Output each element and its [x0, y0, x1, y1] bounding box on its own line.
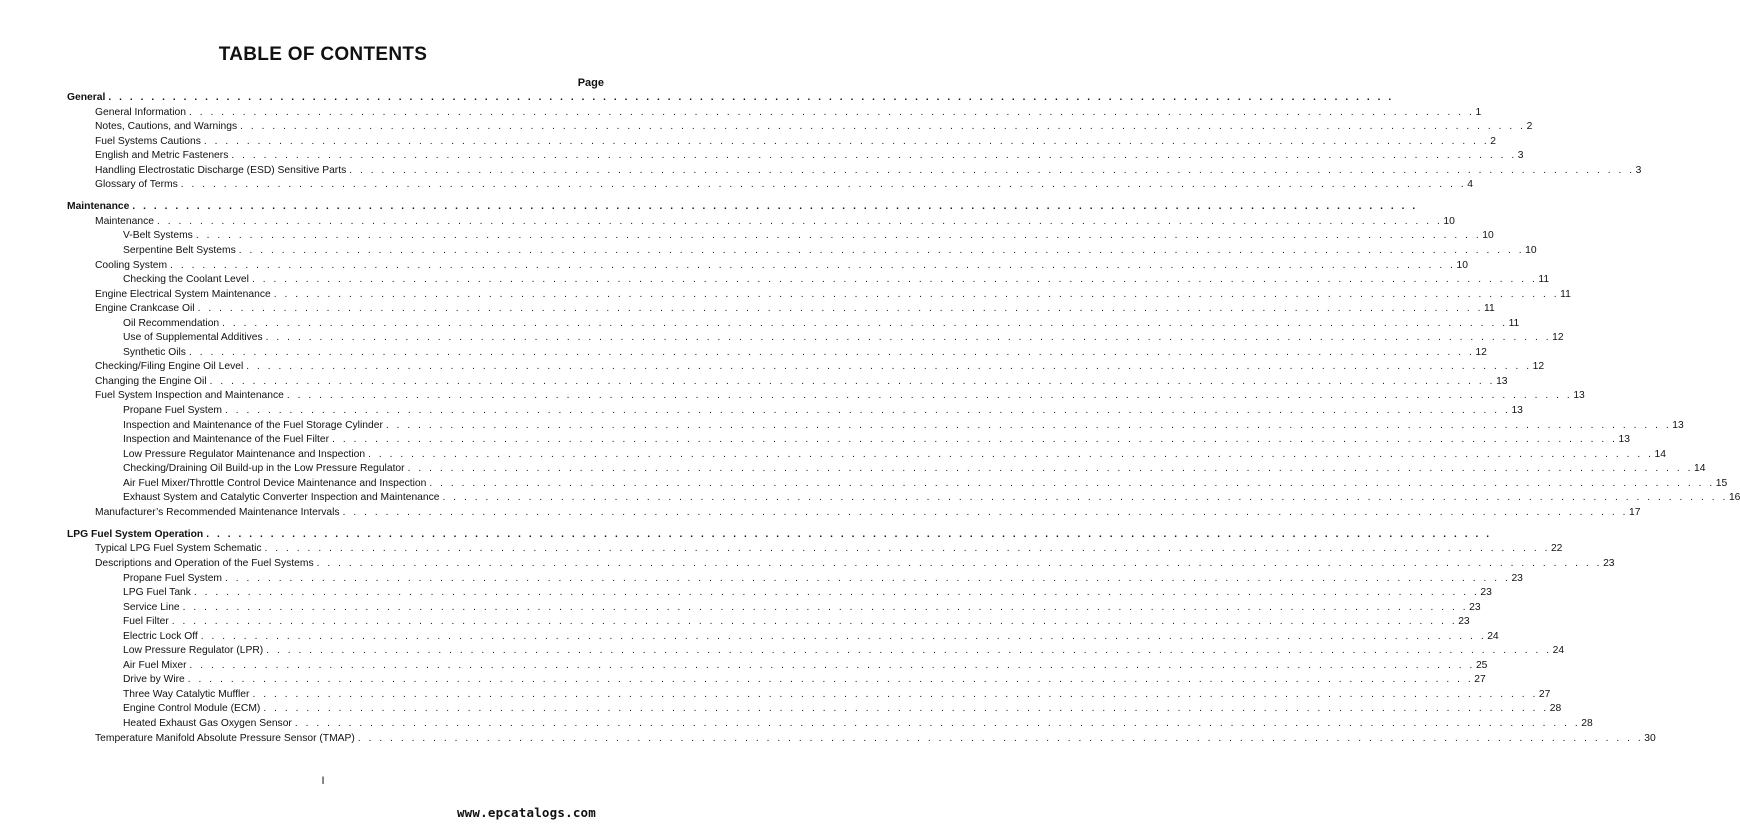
dot-leader: . . . . . . . . . . . . . . . . . . . . . . . . . . . . . . . . . . . . . . . . . . . . . . . . . . . . . . . . . . . . . . . . . . . . . . . . . . . . . . . . . . . . . . . . . . . . . . . . . . . . . . . . . . . . . . . . . . . . . . . .	[442, 492, 1728, 504]
toc-entry-label: Exhaust System and Catalytic Converter Inspection and Maintenance	[123, 492, 440, 504]
toc-entry-page-number: 23	[1480, 587, 1492, 599]
toc-entry-label: Checking/Filing Engine Oil Level	[95, 361, 244, 373]
toc-entry[interactable]	[67, 229, 1494, 244]
dot-leader: . . . . . . . . . . . . . . . . . . . . . . . . . . . . . . . . . . . . . . . . . . . . . . . . . . . . . . . . . . . . . . . . . . . . . . . . . . . . . . . . . . . . . . . . . . . . . . . . . . . . . . . . . . . . . . . . . . . . . . . .	[225, 572, 1511, 584]
toc-entry-label: General Information	[95, 106, 187, 118]
dot-leader: . . . . . . . . . . . . . . . . . . . . . . . . . . . . . . . . . . . . . . . . . . . . . . . . . . . . . . . . . . . . . . . . . . . . . . . . . . . . . . . . . . . . . . . . . . . . . . . . . . . . . . . . . . . . . . . . . . . . . . . .	[231, 150, 1517, 162]
toc-entry-page-number: 25	[1475, 659, 1488, 671]
toc-entry[interactable]	[67, 673, 1486, 688]
dot-leader: . . . . . . . . . . . . . . . . . . . . . . . . . . . . . . . . . . . . . . . . . . . . . . . . . . . . . . . . . . . . . . . . . . . . . . . . . . . . . . . . . . . . . . . . . . . . . . . . . . . . . . . . . . . . . . . . . . . . . . . .	[246, 361, 1532, 373]
toc-entry-label: Fuel Systems Cautions	[95, 135, 201, 147]
toc-entry-label: Inspection and Maintenance of the Fuel Storage Cylinder	[123, 419, 383, 431]
dot-leader: . . . . . . . . . . . . . . . . . . . . . . . . . . . . . . . . . . . . . . . . . . . . . . . . . . . . . . . . . . . . . . . . . . . . . . . . . . . . . . . . . . . . . . . . . . . . . . . . . . . . . . . . . . . . . . . . . . . . . . . .	[238, 244, 1525, 256]
dot-leader: . . . . . . . . . . . . . . . . . . . . . . . . . . . . . . . . . . . . . . . . . . . . . . . . . . . . . . . . . . . . . . . . . . . . . . . . . . . . . . . . . . . . . . . . . . . . . . . . . . . . . . . . . . . . . . . . . . . . . . . .	[156, 215, 1443, 227]
toc-entry-label: Changing the Engine Oil	[95, 375, 207, 387]
dot-leader: . . . . . . . . . . . . . . . . . . . . . . . . . . . . . . . . . . . . . . . . . . . . . . . . . . . . . . . . . . . . . . . . . . . . . . . . . . . . . . . . . . . . . . . . . . . . . . . . . . . . . . . . . . . . . . . . . . . . . . . .	[222, 317, 1508, 329]
dot-leader: . . . . . . . . . . . . . . . . . . . . . . . . . . . . . . . . . . . . . . . . . . . . . . . . . . . . . . . . . . . . . . . . . . . . . . . . . . . . . . . . . . . . . . . . . . . . . . . . . . . . . . . . . . . . . . . . . . . . . . . .	[203, 135, 1490, 147]
toc-entry[interactable]	[67, 317, 1520, 332]
toc-entry[interactable]	[67, 273, 1550, 288]
dot-leader: . . . . . . . . . . . . . . . . . . . . . . . . . . . . . . . . . . . . . . . . . . . . . . . . . . . . . . . . . . . . . . . . . . . . . . . . . . . . . . . . . . . . . . . . . . . . . . . . . . . . . . . . . . . . . . . . . . . . . . . .	[240, 121, 1526, 133]
toc-entry-page-number: 2	[1490, 135, 1497, 147]
toc-entry-label: Air Fuel Mixer/Throttle Control Device Maintenance and Inspection	[123, 477, 427, 489]
dot-leader: . . . . . . . . . . . . . . . . . . . . . . . . . . . . . . . . . . . . . . . . . . . . . . . . . . . . . . . . . . . . . . . . . . . . . . . . . . . . . . . . . . . . . . . . . . . . . . . . . . . . . . . . . . . . . . . . . . . . . . . .	[225, 404, 1511, 416]
toc-entry[interactable]	[67, 346, 1487, 361]
toc-entry-label: Drive by Wire	[123, 674, 185, 686]
toc-entry[interactable]	[67, 491, 1740, 506]
toc-entry-label: Synthetic Oils	[123, 346, 186, 358]
toc-entry[interactable]	[67, 178, 1473, 193]
toc-entry-label: Checking/Draining Oil Build-up in the Low Pressure Regulator	[123, 463, 405, 475]
dot-leader: . . . . . . . . . . . . . . . . . . . . . . . . . . . . . . . . . . . . . . . . . . . . . . . . . . . . . . . . . . . . . . . . . . . . . . . . . . . . . . . . . . . . . . . . . . . . . . . . . . . . . . . . . . . . . . . . . . . . . . . .	[342, 506, 1629, 518]
toc-entry-label: Serpentine Belt Systems	[123, 244, 236, 256]
toc-entry-label: Low Pressure Regulator Maintenance and Inspection	[123, 448, 366, 460]
toc-entry[interactable]	[67, 615, 1470, 630]
dot-leader: . . . . . . . . . . . . . . . . . . . . . . . . . . . . . . . . . . . . . . . . . . . . . . . . . . . . . . . . . . . . . . . . . . . . . . . . . . . . . . . . . . . . . . . . . . . . . . . . . . . . . . . . . . . . . . . . . . . . . . . .	[349, 164, 1635, 176]
toc-entry-page-number: 23	[1458, 616, 1470, 628]
toc-entry[interactable]	[67, 688, 1551, 703]
dot-leader: . . . . . . . . . . . . . . . . . . . . . . . . . . . . . . . . . . . . . . . . . . . . . . . . . . . . . . . . . . . . . . . . . . . . . . . . . . . . . . . . . . . . . . . . . . . . . . . . . . . . . . . . . . . . . . . . . . . . . . . .	[368, 448, 1654, 460]
toc-entry-page-number: 10	[1525, 244, 1537, 256]
toc-entry-page-number: 2	[1526, 121, 1533, 133]
toc-section-heading[interactable]	[67, 200, 1418, 215]
toc-entry[interactable]	[67, 717, 1593, 732]
toc-entry-label: Fuel System Inspection and Maintenance	[95, 390, 284, 402]
toc-entry-page-number: 3	[1517, 150, 1524, 162]
toc-entry-label: V-Belt Systems	[123, 230, 193, 242]
toc-entry[interactable]	[67, 448, 1667, 463]
toc-entry-label: General	[67, 92, 106, 103]
toc-entry-label: Handling Electrostatic Discharge (ESD) Sensitive Parts	[95, 164, 347, 176]
toc-entry-label: Inspection and Maintenance of the Fuel Filter	[123, 434, 330, 446]
dot-leader: . . . . . . . . . . . . . . . . . . . . . . . . . . . . . . . . . . . . . . . . . . . . . . . . . . . . . . . . . . . . . . . . . . . . . . . . . . . . . . . . . . . . . . . . . . . . . . . . . . . . . . . . . . . . . . . . . . . . . . . .	[407, 463, 1694, 475]
toc-entry-label: Notes, Cautions, and Warnings	[95, 121, 238, 133]
dot-leader: . . . . . . . . . . . . . . . . . . . . . . . . . . . . . . . . . . . . . . . . . . . . . . . . . . . . . . . . . . . . . . . . . . . . . . . . . . . . . . . . . . . . . . . . . . . . . . . . . . . . . . . . . . . . . . . . . . . . . . . .	[187, 674, 1474, 686]
toc-entry-label: Engine Electrical System Maintenance	[95, 288, 271, 300]
toc-entry-label: Propane Fuel System	[123, 572, 223, 584]
toc-entry-label: Service Line	[123, 601, 180, 613]
dot-leader: . . . . . . . . . . . . . . . . . . . . . . . . . . . . . . . . . . . . . . . . . . . . . . . . . . . . . . . . . . . . . . . . . . . . . . . . . . . . . . . . . . . . . . . . . . . . . . . . . . . . . . . . . . . . . . . . . . . . . . . .	[209, 375, 1496, 387]
toc-entry-page-number: 16	[1728, 492, 1740, 504]
dot-leader: . . . . . . . . . . . . . . . . . . . . . . . . . . . . . . . . . . . . . . . . . . . . . . . . . . . . . . . . . . . . . . . . . . . . . . . . . . . . . . . . . . . . . . . . . . . . . . . . . . . . . . . . . . . . . . . . . . . . . . . .	[197, 303, 1484, 315]
toc-section-heading[interactable]	[67, 91, 1394, 106]
toc-entry[interactable]	[67, 259, 1468, 274]
toc-entry[interactable]	[67, 644, 1565, 659]
toc-list	[67, 91, 1740, 746]
toc-entry-label: Maintenance	[95, 215, 154, 227]
toc-entry[interactable]	[67, 433, 1630, 448]
toc-entry-page-number: 23	[1603, 557, 1615, 569]
dot-leader: . . . . . . . . . . . . . . . . . . . . . . . . . . . . . . . . . . . . . . . . . . . . . . . . . . . . . . . . . . . . . . . . . . . . . . . . . . . . . . . . . . . . . . . . . . . . . . . . . . . . . . . . . . . . . . . . . . . . . . . .	[286, 390, 1573, 402]
toc-entry[interactable]	[67, 419, 1684, 434]
toc-entry-page-number: 4	[1467, 179, 1473, 191]
toc-entry-page-number: 10	[1443, 215, 1455, 227]
dot-leader: . . . . . . . . . . . . . . . . . . . . . . . . . . . . . . . . . . . . . . . . . . . . . . . . . . . . . . . . . . . . . . . . . . . . . . . . . . . . . . . . . . . . . . . . . . . . . . . . . . . . . . . . . . . . . . . . . . . . . . . .	[264, 543, 1550, 555]
toc-entry-label: Air Fuel Mixer	[123, 659, 187, 671]
toc-entry-label: Engine Crankcase Oil	[95, 303, 195, 315]
toc-entry-label: Descriptions and Operation of the Fuel Systems	[95, 557, 314, 569]
toc-entry-page-number: 24	[1487, 630, 1499, 642]
toc-entry[interactable]	[67, 215, 1455, 230]
dot-leader: . . . . . . . . . . . . . . . . . . . . . . . . . . . . . . . . . . . . . . . . . . . . . . . . . . . . . . . . . . . . . . . . . . . . . . . . . . . . . . . . . . . . . . . . . . . . . . . . . . . . . . . . . . . . . . . . . . . . . . . .	[132, 201, 1418, 213]
toc-entry[interactable]	[67, 106, 1482, 121]
toc-entry[interactable]	[67, 389, 1585, 404]
toc-entry[interactable]	[67, 630, 1499, 645]
toc-entry[interactable]	[67, 135, 1497, 150]
toc-entry-page-number: 15	[1715, 477, 1728, 489]
toc-entry-page-number: 12	[1532, 361, 1545, 373]
toc-entry-page-number: 10	[1482, 230, 1494, 242]
toc-entry-page-number: 28	[1549, 703, 1562, 715]
dot-leader: . . . . . . . . . . . . . . . . . . . . . . . . . . . . . . . . . . . . . . . . . . . . . . . . . . . . . . . . . . . . . . . . . . . . . . . . . . . . . . . . . . . . . . . . . . . . . . . . . . . . . . . . . . . . . . . . . . . . . . . .	[193, 587, 1480, 599]
toc-entry[interactable]	[67, 149, 1524, 164]
page-column-header: Page	[577, 77, 604, 89]
toc-entry-page-number: 11	[1560, 288, 1571, 300]
toc-entry-page-number: 23	[1469, 601, 1481, 613]
toc-entry-page-number: 14	[1694, 463, 1706, 475]
toc-entry[interactable]	[67, 331, 1564, 346]
toc-entry[interactable]	[67, 506, 1641, 521]
toc-entry-page-number: 10	[1456, 259, 1468, 271]
dot-leader: . . . . . . . . . . . . . . . . . . . . . . . . . . . . . . . . . . . . . . . . . . . . . . . . . . . . . . . . . . . . . . . . . . . . . . . . . . . . . . . . . . . . . . . . . . . . . . . . . . . . . . . . . . . . . . . . . . . . . . . .	[316, 557, 1603, 569]
watermark: www.epcatalogs.com	[456, 805, 596, 820]
toc-entry-label: Engine Control Module (ECM)	[123, 703, 261, 715]
toc-entry-page-number: 28	[1581, 717, 1593, 729]
toc-entry[interactable]	[67, 360, 1545, 375]
dot-leader: . . . . . . . . . . . . . . . . . . . . . . . . . . . . . . . . . . . . . . . . . . . . . . . . . . . . . . . . . . . . . . . . . . . . . . . . . . . . . . . . . . . . . . . . . . . . . . . . . . . . . . . . . . . . . . . . . . . . . . . .	[200, 630, 1487, 642]
toc-entry[interactable]	[67, 244, 1537, 259]
toc-entry-label: LPG Fuel System Operation	[67, 528, 204, 540]
dot-leader: . . . . . . . . . . . . . . . . . . . . . . . . . . . . . . . . . . . . . . . . . . . . . . . . . . . . . . . . . . . . . . . . . . . . . . . . . . . . . . . . . . . . . . . . . . . . . . . . . . . . . . . . . . . . . . . . . . . . . . . .	[188, 346, 1475, 358]
toc-entry-page-number: 13	[1511, 404, 1523, 416]
toc-entry-label: Low Pressure Regulator (LPR)	[123, 645, 264, 657]
toc-entry[interactable]	[67, 557, 1615, 572]
toc-entry[interactable]	[67, 659, 1488, 674]
dot-leader: . . . . . . . . . . . . . . . . . . . . . . . . . . . . . . . . . . . . . . . . . . . . . . . . . . . . . . . . . . . . . . . . . . . . . . . . . . . . . . . . . . . . . . . . . . . . . . . . . . . . . . . . . . . . . . . . . . . . . . . .	[189, 106, 1475, 118]
toc-entry-page-number: 11	[1508, 317, 1520, 329]
dot-leader: . . . . . . . . . . . . . . . . . . . . . . . . . . . . . . . . . . . . . . . . . . . . . . . . . . . . . . . . . . . . . . . . . . . . . . . . . . . . . . . . . . . . . . . . . . . . . . . . . . . . . . . . . . . . . . . . . . . . . . . .	[263, 703, 1549, 715]
toc-entry-page-number: 27	[1538, 688, 1551, 700]
toc-entry[interactable]	[67, 586, 1492, 601]
toc-entry[interactable]	[67, 601, 1481, 616]
toc-entry-page-number: 3	[1635, 164, 1642, 176]
toc-entry-label: LPG Fuel Tank	[123, 587, 191, 599]
toc-entry-label: Electric Lock Off	[123, 630, 198, 642]
dot-leader: . . . . . . . . . . . . . . . . . . . . . . . . . . . . . . . . . . . . . . . . . . . . . . . . . . . . . . . . . . . . . . . . . . . . . . . . . . . . . . . . . . . . . . . . . . . . . . . . . . . . . . . . . . . . . . . . . . . . . . . .	[265, 332, 1552, 344]
toc-entry-page-number: 30	[1644, 732, 1656, 744]
dot-leader: . . . . . . . . . . . . . . . . . . . . . . . . . . . . . . . . . . . . . . . . . . . . . . . . . . . . . . . . . . . . . . . . . . . . . . . . . . . . . . . . . . . . . . . . . . . . . . . . . . . . . . . . . . . . . . . . . . . . . . . .	[385, 419, 1672, 431]
dot-leader: . . . . . . . . . . . . . . . . . . . . . . . . . . . . . . . . . . . . . . . . . . . . . . . . . . . . . . . . . . . . . . . . . . . . . . . . . . . . . . . . . . . . . . . . . . . . . . . . . . . . . . . . . . . . . . . . . . . . . . . .	[206, 528, 1492, 540]
toc-entry[interactable]	[67, 164, 1642, 179]
toc-entry-label: Three Way Catalytic Muffler	[123, 688, 250, 700]
toc-entry-label: Fuel Filter	[123, 616, 169, 628]
toc-entry-page-number: 13	[1618, 434, 1630, 446]
dot-leader: . . . . . . . . . . . . . . . . . . . . . . . . . . . . . . . . . . . . . . . . . . . . . . . . . . . . . . . . . . . . . . . . . . . . . . . . . . . . . . . . . . . . . . . . . . . . . . . . . . . . . . . . . . . . . . . . . . . . . . . .	[273, 288, 1560, 300]
toc-entry-page-number: 23	[1511, 572, 1523, 584]
dot-leader: . . . . . . . . . . . . . . . . . . . . . . . . . . . . . . . . . . . . . . . . . . . . . . . . . . . . . . . . . . . . . . . . . . . . . . . . . . . . . . . . . . . . . . . . . . . . . . . . . . . . . . . . . . . . . . . . . . . . . . . .	[251, 274, 1538, 286]
dot-leader: . . . . . . . . . . . . . . . . . . . . . . . . . . . . . . . . . . . . . . . . . . . . . . . . . . . . . . . . . . . . . . . . . . . . . . . . . . . . . . . . . . . . . . . . . . . . . . . . . . . . . . . . . . . . . . . . . . . . . . . .	[429, 477, 1715, 489]
toc-entry[interactable]	[67, 375, 1508, 390]
toc-entry[interactable]	[67, 542, 1563, 557]
dot-leader: . . . . . . . . . . . . . . . . . . . . . . . . . . . . . . . . . . . . . . . . . . . . . . . . . . . . . . . . . . . . . . . . . . . . . . . . . . . . . . . . . . . . . . . . . . . . . . . . . . . . . . . . . . . . . . . . . . . . . . . .	[180, 179, 1467, 191]
toc-entry-page-number: 12	[1552, 332, 1564, 344]
toc-entry-label: Temperature Manifold Absolute Pressure Sensor (TMAP)	[95, 732, 355, 744]
toc-entry[interactable]	[67, 120, 1533, 135]
toc-entry-page-number: 27	[1474, 674, 1486, 686]
toc-entry-page-number: 12	[1475, 346, 1487, 358]
dot-leader: . . . . . . . . . . . . . . . . . . . . . . . . . . . . . . . . . . . . . . . . . . . . . . . . . . . . . . . . . . . . . . . . . . . . . . . . . . . . . . . . . . . . . . . . . . . . . . . . . . . . . . . . . . . . . . . . . . . . . . . .	[189, 659, 1475, 671]
toc-entry[interactable]	[67, 477, 1728, 492]
dot-leader: . . . . . . . . . . . . . . . . . . . . . . . . . . . . . . . . . . . . . . . . . . . . . . . . . . . . . . . . . . . . . . . . . . . . . . . . . . . . . . . . . . . . . . . . . . . . . . . . . . . . . . . . . . . . . . . . . . . . . . . .	[252, 688, 1538, 700]
dot-leader: . . . . . . . . . . . . . . . . . . . . . . . . . . . . . . . . . . . . . . . . . . . . . . . . . . . . . . . . . . . . . . . . . . . . . . . . . . . . . . . . . . . . . . . . . . . . . . . . . . . . . . . . . . . . . . . . . . . . . . . .	[108, 92, 1394, 103]
toc-entry-page-number: 14	[1654, 448, 1667, 460]
toc-entry-label: Use of Supplemental Additives	[123, 332, 263, 344]
toc-entry-page-number: 11	[1538, 274, 1550, 286]
page-title: TABLE OF CONTENTS	[218, 44, 428, 65]
toc-entry-label: Glossary of Terms	[95, 179, 178, 191]
toc-entry-label: Maintenance	[67, 201, 130, 213]
toc-entry-label: English and Metric Fasteners	[95, 150, 229, 162]
toc-entry[interactable]	[67, 302, 1495, 317]
toc-entry[interactable]	[67, 404, 1523, 419]
dot-leader: . . . . . . . . . . . . . . . . . . . . . . . . . . . . . . . . . . . . . . . . . . . . . . . . . . . . . . . . . . . . . . . . . . . . . . . . . . . . . . . . . . . . . . . . . . . . . . . . . . . . . . . . . . . . . . . . . . . . . . . .	[171, 616, 1458, 628]
dot-leader: . . . . . . . . . . . . . . . . . . . . . . . . . . . . . . . . . . . . . . . . . . . . . . . . . . . . . . . . . . . . . . . . . . . . . . . . . . . . . . . . . . . . . . . . . . . . . . . . . . . . . . . . . . . . . . . . . . . . . . . .	[170, 259, 1456, 271]
dot-leader: . . . . . . . . . . . . . . . . . . . . . . . . . . . . . . . . . . . . . . . . . . . . . . . . . . . . . . . . . . . . . . . . . . . . . . . . . . . . . . . . . . . . . . . . . . . . . . . . . . . . . . . . . . . . . . . . . . . . . . . .	[332, 434, 1618, 446]
dot-leader: . . . . . . . . . . . . . . . . . . . . . . . . . . . . . . . . . . . . . . . . . . . . . . . . . . . . . . . . . . . . . . . . . . . . . . . . . . . . . . . . . . . . . . . . . . . . . . . . . . . . . . . . . . . . . . . . . . . . . . . .	[195, 230, 1482, 242]
toc-entry-label: Typical LPG Fuel System Schematic	[95, 543, 262, 555]
toc-entry[interactable]	[67, 732, 1656, 747]
toc-entry-page-number: 11	[1484, 303, 1495, 315]
dot-leader: . . . . . . . . . . . . . . . . . . . . . . . . . . . . . . . . . . . . . . . . . . . . . . . . . . . . . . . . . . . . . . . . . . . . . . . . . . . . . . . . . . . . . . . . . . . . . . . . . . . . . . . . . . . . . . . . . . . . . . . .	[294, 717, 1581, 729]
toc-entry-label: Checking the Coolant Level	[123, 274, 249, 286]
toc-entry-label: Propane Fuel System	[123, 404, 223, 416]
toc-entry-label: Heated Exhaust Gas Oxygen Sensor	[123, 717, 292, 729]
dot-leader: . . . . . . . . . . . . . . . . . . . . . . . . . . . . . . . . . . . . . . . . . . . . . . . . . . . . . . . . . . . . . . . . . . . . . . . . . . . . . . . . . . . . . . . . . . . . . . . . . . . . . . . . . . . . . . . . . . . . . . . .	[357, 732, 1644, 744]
toc-section-heading[interactable]	[67, 528, 1492, 543]
toc-entry-page-number: 13	[1672, 419, 1684, 431]
toc-entry-label: Manufacturer’s Recommended Maintenance Intervals	[95, 506, 340, 518]
toc-entry[interactable]	[67, 702, 1562, 717]
dot-leader: . . . . . . . . . . . . . . . . . . . . . . . . . . . . . . . . . . . . . . . . . . . . . . . . . . . . . . . . . . . . . . . . . . . . . . . . . . . . . . . . . . . . . . . . . . . . . . . . . . . . . . . . . . . . . . . . . . . . . . . .	[266, 645, 1552, 657]
toc-entry[interactable]	[67, 572, 1523, 587]
footer-page-number: I	[321, 775, 325, 787]
toc-entry-label: Oil Recommendation	[123, 317, 220, 329]
toc-entry-page-number: 1	[1475, 106, 1482, 118]
toc-entry-page-number: 24	[1552, 645, 1565, 657]
toc-entry-page-number: 13	[1573, 390, 1585, 402]
toc-entry[interactable]	[67, 288, 1571, 303]
toc-entry-label: Cooling System	[95, 259, 168, 271]
toc-entry[interactable]	[67, 462, 1706, 477]
toc-entry-page-number: 17	[1629, 506, 1641, 518]
toc-entry-page-number: 13	[1496, 375, 1508, 387]
toc-entry-page-number: 22	[1550, 543, 1563, 555]
dot-leader: . . . . . . . . . . . . . . . . . . . . . . . . . . . . . . . . . . . . . . . . . . . . . . . . . . . . . . . . . . . . . . . . . . . . . . . . . . . . . . . . . . . . . . . . . . . . . . . . . . . . . . . . . . . . . . . . . . . . . . . .	[182, 601, 1469, 613]
